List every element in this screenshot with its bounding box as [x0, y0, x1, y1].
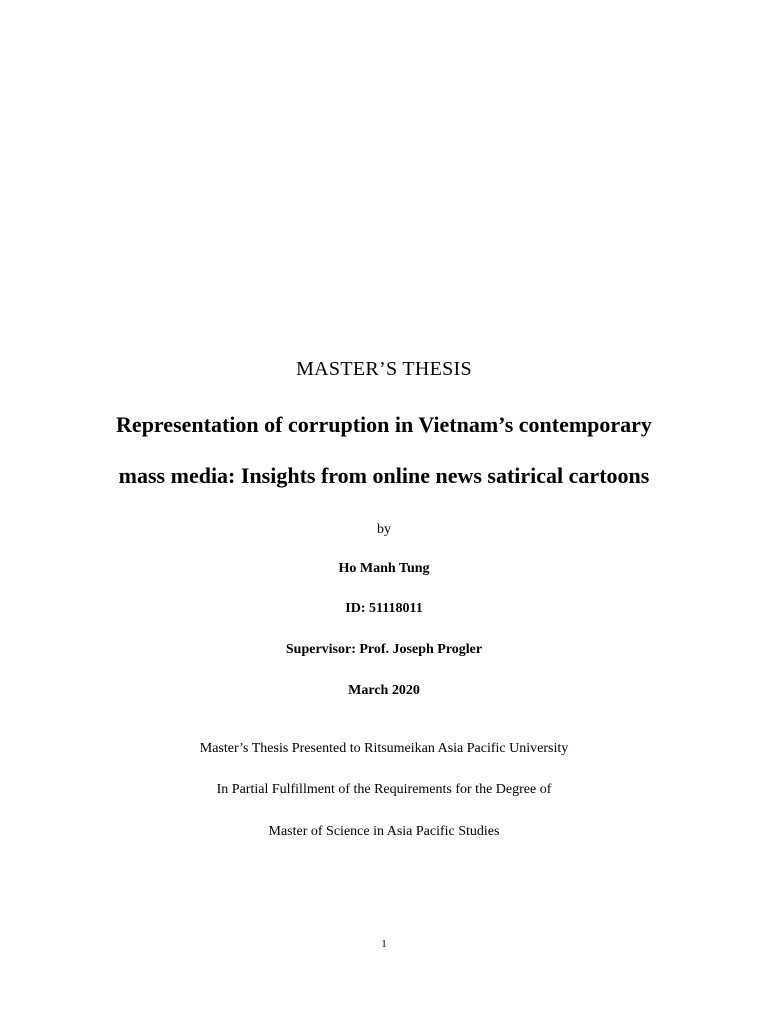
degree-name: Master of Science in Asia Pacific Studies	[268, 824, 500, 839]
thesis-heading: MASTER’S THESIS	[296, 358, 472, 380]
author-name: Ho Manh Tung	[338, 561, 430, 576]
presented-to-statement: Master’s Thesis Presented to Ritsumeikan Asia Pacific University	[199, 741, 569, 756]
supervisor-name: Supervisor: Prof. Joseph Progler	[285, 642, 483, 657]
by-label: by	[377, 522, 391, 537]
fulfillment-statement: In Partial Fulfillment of the Requirements for the Degree of	[216, 782, 552, 797]
page-number: 1	[381, 938, 387, 950]
thesis-title-line-1: Representation of corruption in Vietnam’s contemporary	[116, 412, 652, 437]
student-id: ID: 51118011	[345, 601, 423, 616]
thesis-title-line-2: mass media: Insights from online news satirical cartoons	[118, 463, 650, 488]
submission-date: March 2020	[348, 683, 420, 698]
